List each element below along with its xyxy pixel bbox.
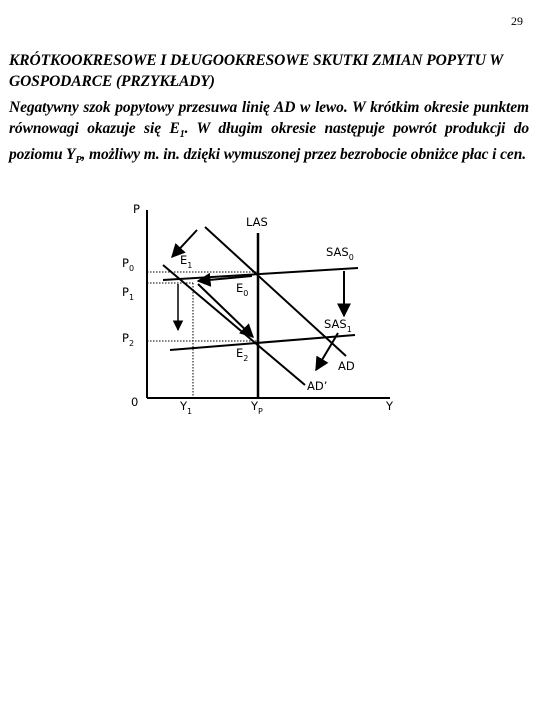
intro-sub-1: 1 — [179, 128, 185, 140]
axis-y-label: P — [133, 202, 140, 216]
sas1-line — [170, 335, 355, 350]
p0-label: $P_0$ — [122, 256, 135, 273]
e1-label: $E_1$ — [180, 253, 193, 270]
intro-text-2: . W długim okresie następuje powrót produkcji do poziomu Y — [9, 119, 529, 164]
yp-label: $Y_P$ — [251, 399, 263, 416]
y1-label: $Y_1$ — [180, 399, 193, 416]
e0-label: $E_0$ — [236, 281, 249, 298]
sas1-label: $SAS_1$ — [324, 317, 352, 334]
ad-shifted-label: AD’ — [307, 379, 328, 393]
origin-label: 0 — [131, 395, 139, 409]
axis-x-label: Y — [386, 399, 394, 413]
las-label: LAS — [246, 215, 268, 229]
ad-line — [205, 227, 346, 356]
intro-text-1: Negatywny szok popytowy przesuwa linię AD w lewo. W krótkim okresie punktem równowagi okazuje się E — [9, 99, 529, 137]
ad-label: AD — [338, 359, 355, 373]
intro-sub-2: P — [75, 155, 82, 167]
e2-label: $E_2$ — [236, 346, 249, 363]
sas0-label: $SAS_0$ — [326, 245, 354, 262]
p1-label: $P_1$ — [122, 285, 135, 302]
page-title: KRÓTKOOKRESOWE I DŁUGOOKRESOWE SKUTKI ZMIAN POPYTU W GOSPODARCE (PRZYKŁADY) — [9, 52, 503, 90]
page-number: 29 — [511, 14, 523, 28]
intro-text-3: , możliwy m. in. dzięki wymuszonej przez bezrobocie obniżce płac i cen. — [81, 146, 526, 164]
p2-label: $P_2$ — [122, 331, 135, 348]
